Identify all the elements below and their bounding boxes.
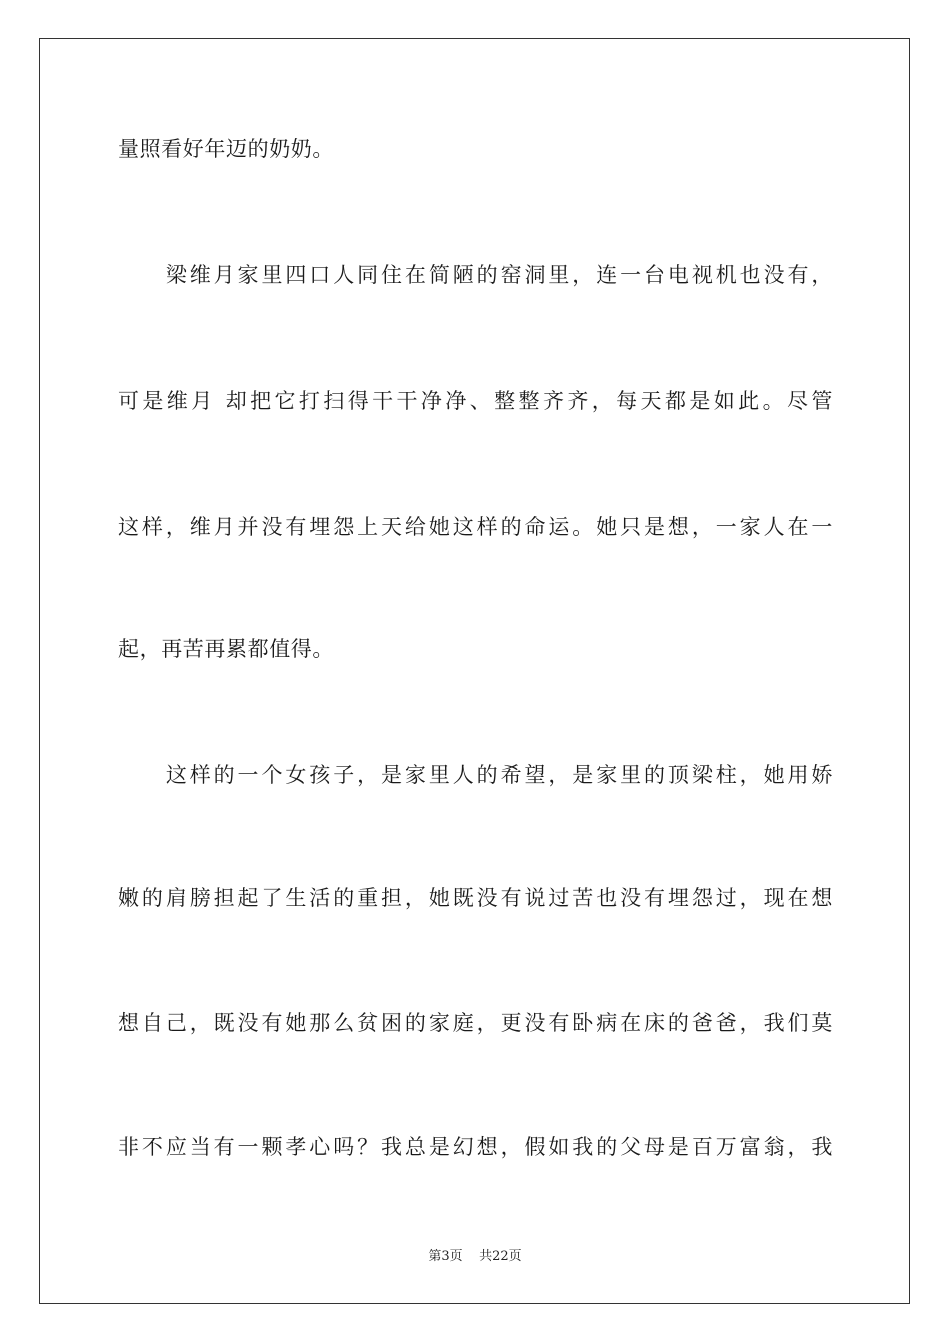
text-line: 梁维月家里四口人同住在简陋的窑洞里，连一台电视机也没有， xyxy=(118,263,833,287)
page-footer xyxy=(0,1248,950,1266)
page-border xyxy=(39,38,910,1304)
text-line: 可是维月 却把它打扫得干干净净、整整齐齐，每天都是如此。尽管 xyxy=(118,389,833,413)
page-total: 共22页 xyxy=(479,1249,522,1264)
text-line: 量照看好年迈的奶奶。 xyxy=(118,137,334,161)
page-number: 第3页 xyxy=(428,1249,463,1264)
text-line: 非不应当有一颗孝心吗？我总是幻想，假如我的父母是百万富翁，我 xyxy=(118,1135,833,1159)
text-line: 这样的一个女孩子，是家里人的希望，是家里的顶梁柱，她用娇 xyxy=(118,763,833,787)
text-line: 嫩的肩膀担起了生活的重担，她既没有说过苦也没有埋怨过，现在想 xyxy=(118,886,833,910)
text-line: 这样，维月并没有埋怨上天给她这样的命运。她只是想，一家人在一 xyxy=(118,515,833,539)
text-line: 想自己，既没有她那么贫困的家庭，更没有卧病在床的爸爸，我们莫 xyxy=(118,1011,833,1035)
text-line: 起，再苦再累都值得。 xyxy=(118,637,334,661)
